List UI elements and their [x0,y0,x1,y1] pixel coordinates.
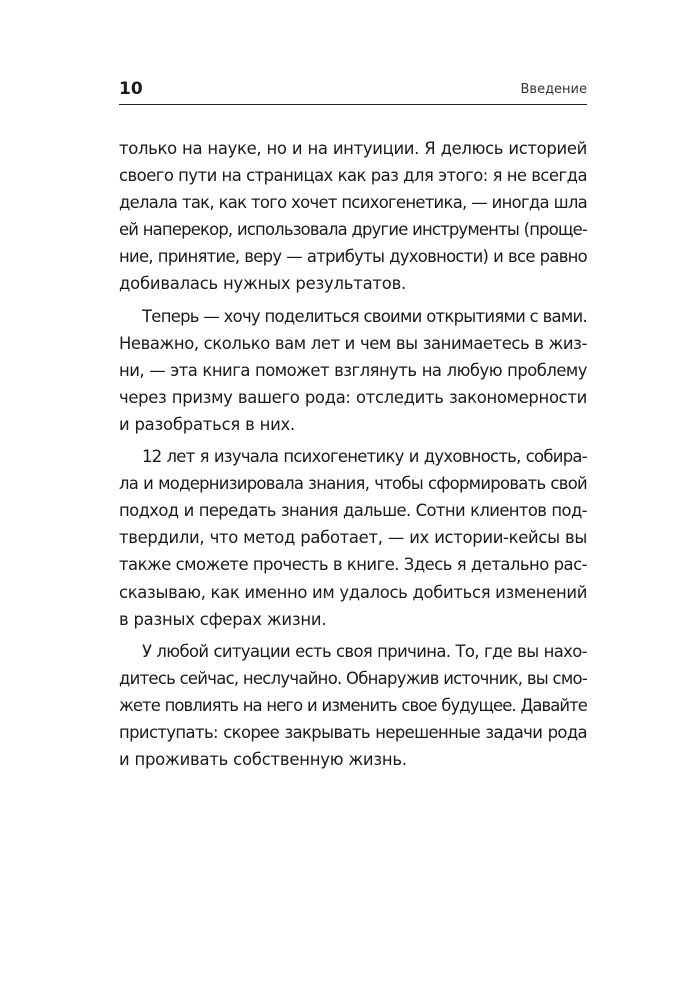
text-line: ла и модернизировала знания, чтобы сформировать свой [119,474,587,494]
paragraph [119,443,587,633]
header-rule [119,104,587,105]
text-line: ние, принятие, веру — атрибуты духовности) и все равно [119,247,587,267]
text-line: твердили, что метод работает, — их истории-кейсы вы [119,528,587,548]
text-line: подход и передать знания дальше. Сотни клиентов под- [119,501,587,521]
text-line: 12 лет я изучала психогенетику и духовность, собира- [142,447,587,467]
text-line: своего пути на страницах как раз для этого: я не всегда [119,166,587,186]
page-number: 10 [119,79,143,99]
text-line: сказываю, как именно им удалось добиться изменений [119,582,588,602]
text-line: У любой ситуации есть своя причина. То, где вы нахо- [142,641,587,661]
text-line: делала так, как того хочет психогенетика, — иногда шла [119,193,587,213]
text-line: только на науке, но и на интуиции. Я делюсь историей [119,139,587,158]
text-line: также сможете прочесть в книге. Здесь я детально рас- [119,555,587,575]
paragraph [119,135,587,298]
text-line: Теперь — хочу поделиться своими открытиями с вами. [142,306,587,326]
text-line: жете повлиять на него и изменить свое будущее. Давайте [119,695,587,715]
paragraph [119,638,587,773]
paragraph [119,303,587,438]
text-line: и разобраться в них. [119,414,296,434]
text-line: ни, — эта книга поможет взглянуть на любую проблему [119,360,587,380]
text-line: и проживать собственную жизнь. [119,750,407,770]
running-head-section-title: Введение [520,82,587,97]
text-line: Неважно, сколько вам лет и чем вы занимаетесь в жиз- [119,333,587,353]
page-header [119,78,587,104]
text-line: добивалась нужных результатов. [119,274,407,294]
text-line: в разных сферах жизни. [119,609,327,629]
text-line: через призму вашего рода: отследить закономерности [119,387,587,407]
body-text [119,135,587,778]
text-line: приступать: скорее закрывать нерешенные задачи рода [119,722,587,742]
text-line: дитесь сейчас, неслучайно. Обнаружив источник, вы смо- [119,668,588,688]
text-line: ей наперекор, использовала другие инструменты (проще- [119,220,587,240]
